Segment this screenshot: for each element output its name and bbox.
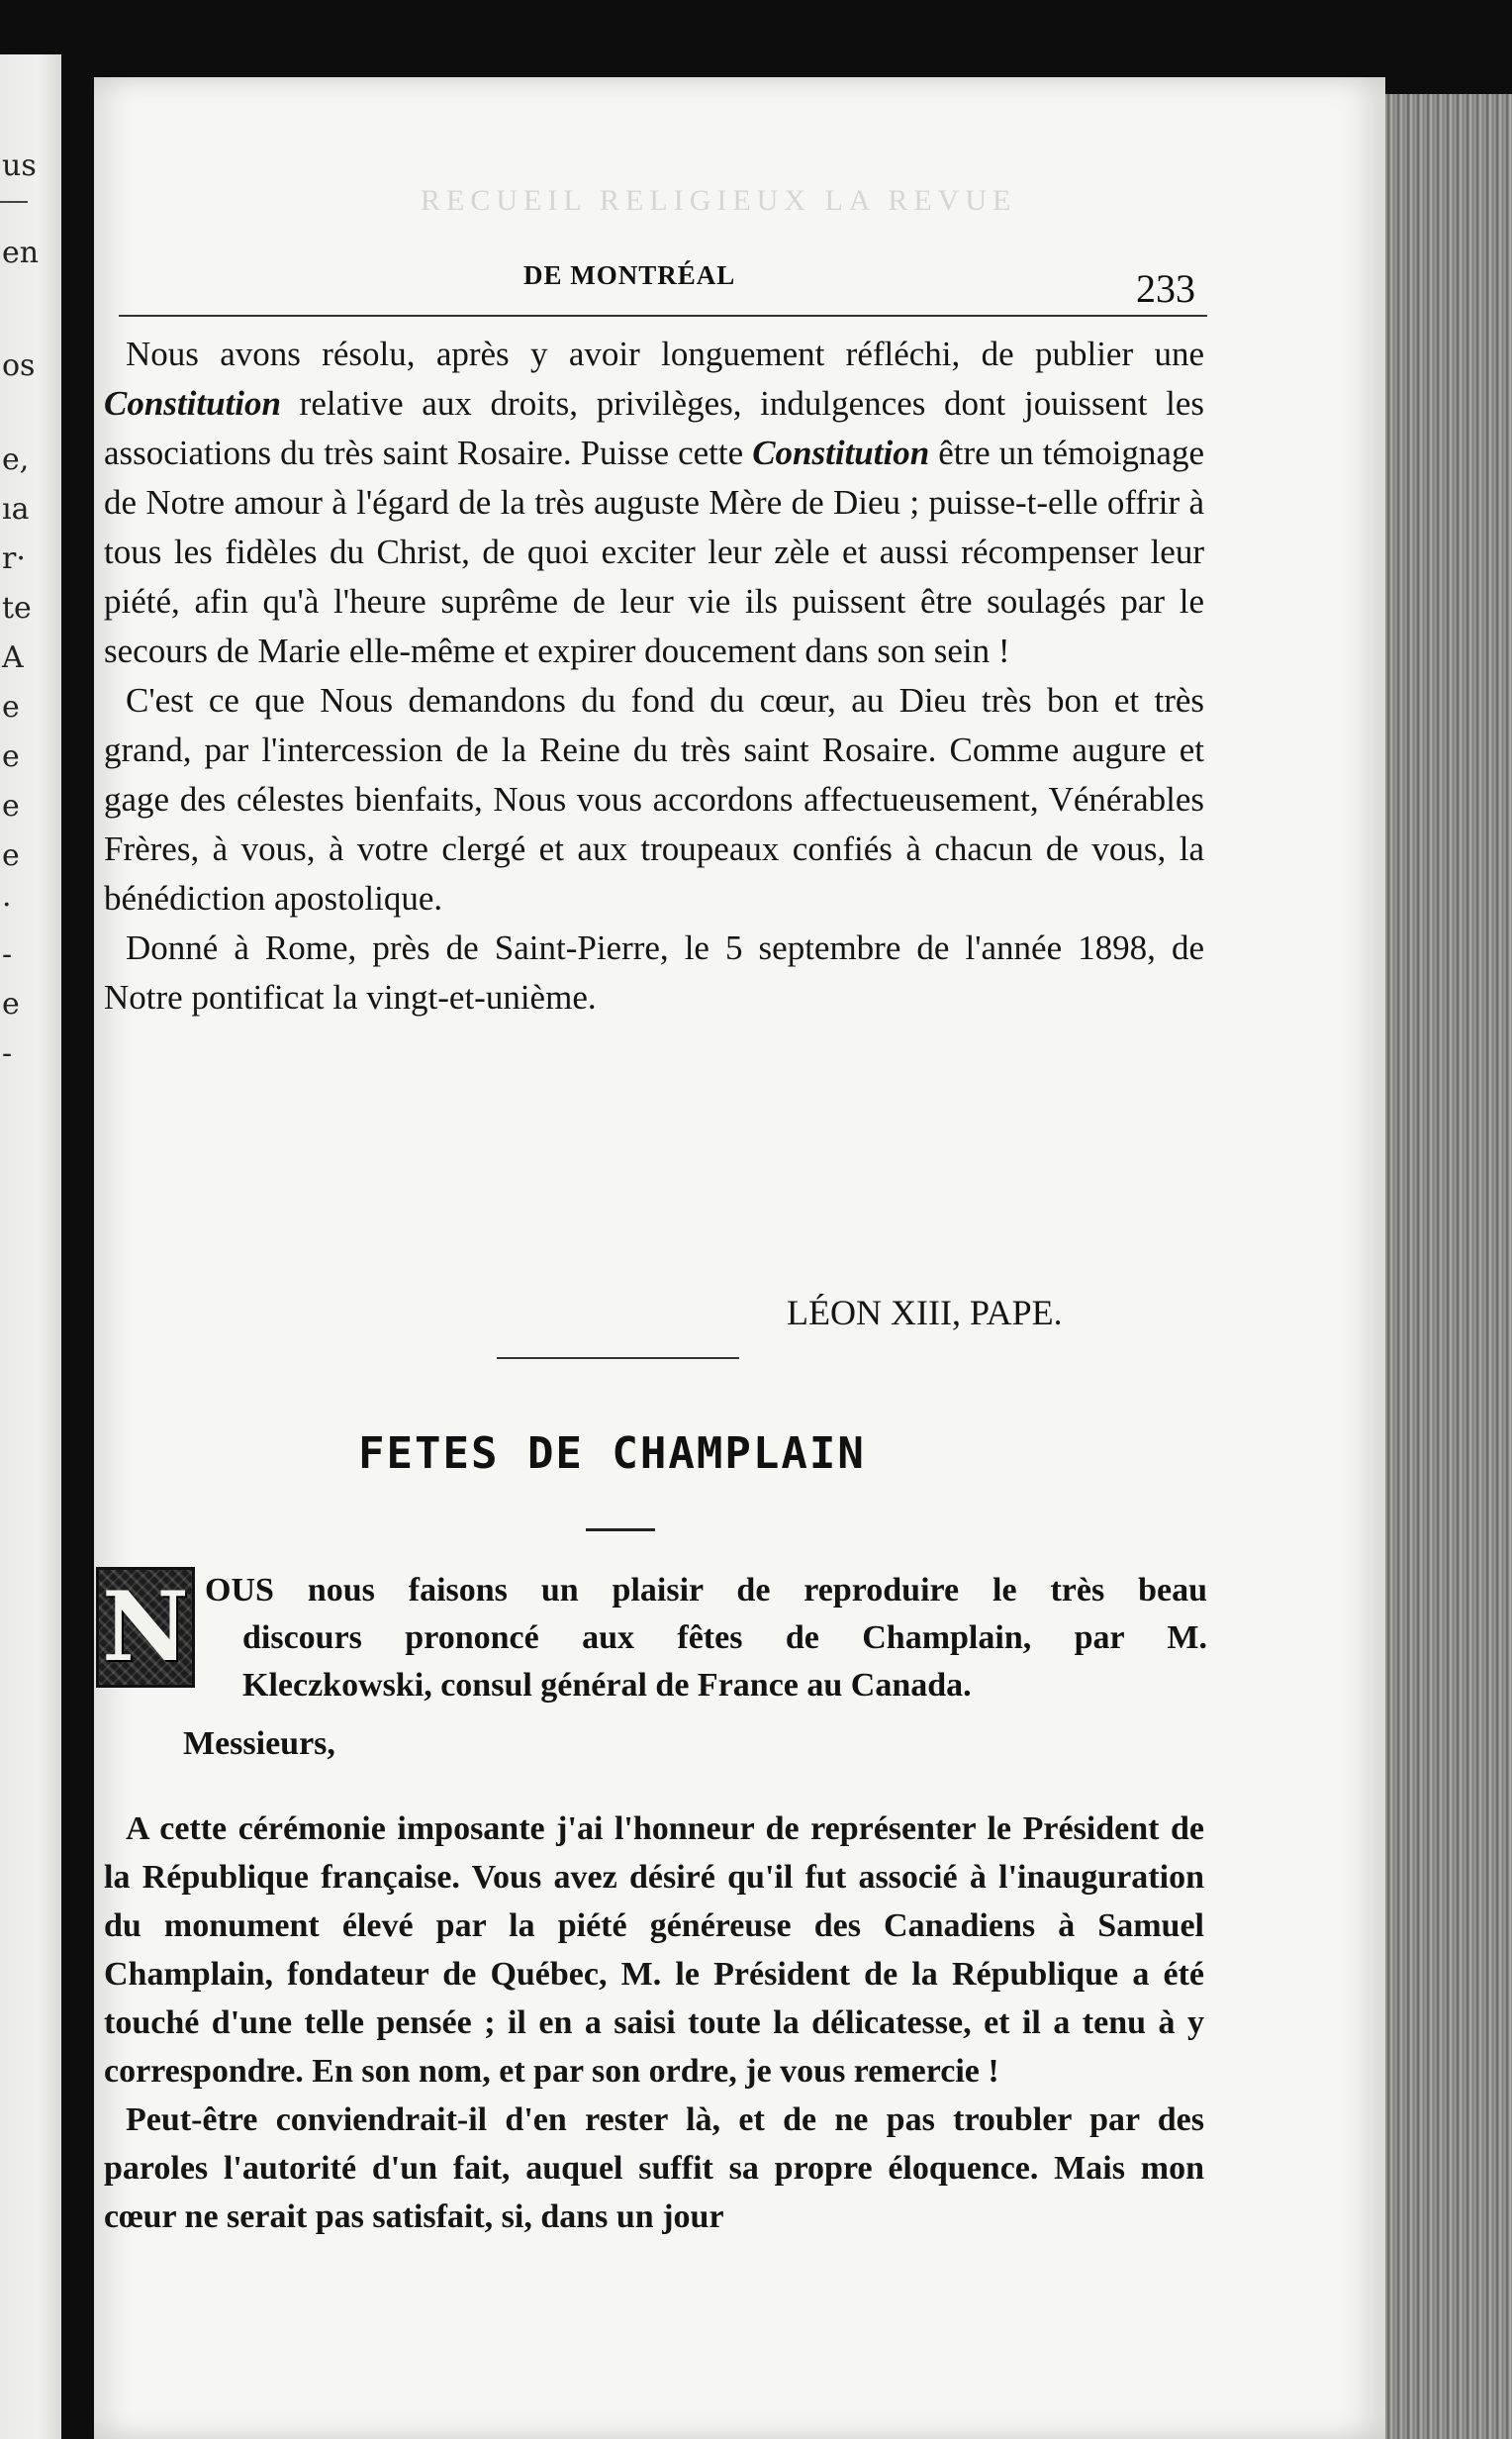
paragraph: C'est ce que Nous demandons du fond du cœur, au Dieu très bon et très grand, par l'intercession de la Reine du très saint Rosaire. Comme augure et gage des célestes bienfaits, Nous vous accordons affectueusement, Vénérables Frères, à vous, à votre clergé et aux troupeaux confiés à chacun de vous, la bénédiction apostolique. [104,681,1204,918]
speech-text [104,1805,1204,2241]
adjacent-left-page [0,54,61,2439]
left-page-fragment: e [2,739,20,774]
left-page-fragment: r· [2,541,26,576]
left-page-fragment: · [2,888,12,923]
emphasis: Constitution [104,384,281,423]
left-page-fragment: e [2,987,20,1022]
encyclical-text [104,330,1204,1023]
left-page-fragment: os [2,348,36,383]
left-page-fragment: - [2,1036,13,1071]
left-page-fragment: te [2,591,32,626]
paragraph: Peut-être conviendrait-il d'en rester là, et de ne pas troubler par des paroles l'autorité d'un fait, auquel suffit sa propre éloquence. Mais mon cœur ne serait pas satisfait, si, dans un jour [104,2101,1204,2235]
book-page [94,77,1385,2439]
left-page-fragment: e [2,838,20,873]
left-page-fragment: ıa [2,492,30,527]
paragraph: A cette cérémonie imposante j'ai l'honneur de représenter le Président de la République française. Vous avez désiré qu'il fut associé à l'inauguration du monument élevé par la piété généreuse des Canadiens à Samuel Champlain, fondateur de Québec, M. le Président de la République a été touché d'une telle pensée ; il en a saisi toute la délicatesse, et il a tenu à y correspondre. En son nom, et par son ordre, je vous remercie ! [104,1810,1204,2090]
intro-line: OUS nous faisons un plaisir de reproduire le très beau [205,1572,1207,1609]
signature: LÉON XIII, PAPE. [787,1293,1063,1332]
left-page-fragment: en [2,236,40,270]
salutation: Messieurs, [183,1725,335,1762]
header-rule [119,315,1207,317]
left-page-rule [0,201,28,203]
running-title: DE MONTRÉAL [523,260,736,290]
left-page-fragment: A [2,640,24,675]
bleed-through-text: RECUEIL RELIGIEUX LA REVUE [421,184,1017,217]
left-page-fragment: us [2,148,37,183]
section-title: FETES DE CHAMPLAIN [358,1428,866,1479]
title-rule [586,1528,655,1531]
intro-line: discours prononcé aux fêtes de Champlain, par M. [242,1619,1207,1656]
paragraph: Donné à Rome, près de Saint-Pierre, le 5 septembre de l'année 1898, de Notre pontificat la vingt-et-unième. [104,928,1204,1017]
page-number: 233 [1136,266,1195,311]
article-intro [104,1567,1207,1709]
section-divider [497,1357,739,1359]
initial-letter: N [102,1571,189,1683]
left-page-fragment: e, [2,442,30,477]
emphasis: Constitution [752,434,930,472]
left-page-fragment: - [2,937,13,972]
book-page-edges [1383,94,1512,2439]
left-page-fragment: e [2,690,20,725]
paragraph: Nous avons résolu, après y avoir longuement réfléchi, de publier une Constitution relative aux droits, privilèges, indulgences dont jouissent les associations du très saint Rosaire. Puisse cette Constitution être un témoignage de Notre amour à l'égard de la très auguste Mère de Dieu ; puisse-t-elle offrir à tous les fidèles du Christ, de quoi exciter leur zèle et aussi récompenser leur piété, afin qu'à l'heure suprême de leur vie ils puissent être soulagés par le secours de Marie elle-même et expirer doucement dans son sein ! [104,335,1204,670]
intro-line: Kleczkowski, consul général de France au Canada. [242,1667,972,1704]
left-page-fragment: e [2,789,20,824]
